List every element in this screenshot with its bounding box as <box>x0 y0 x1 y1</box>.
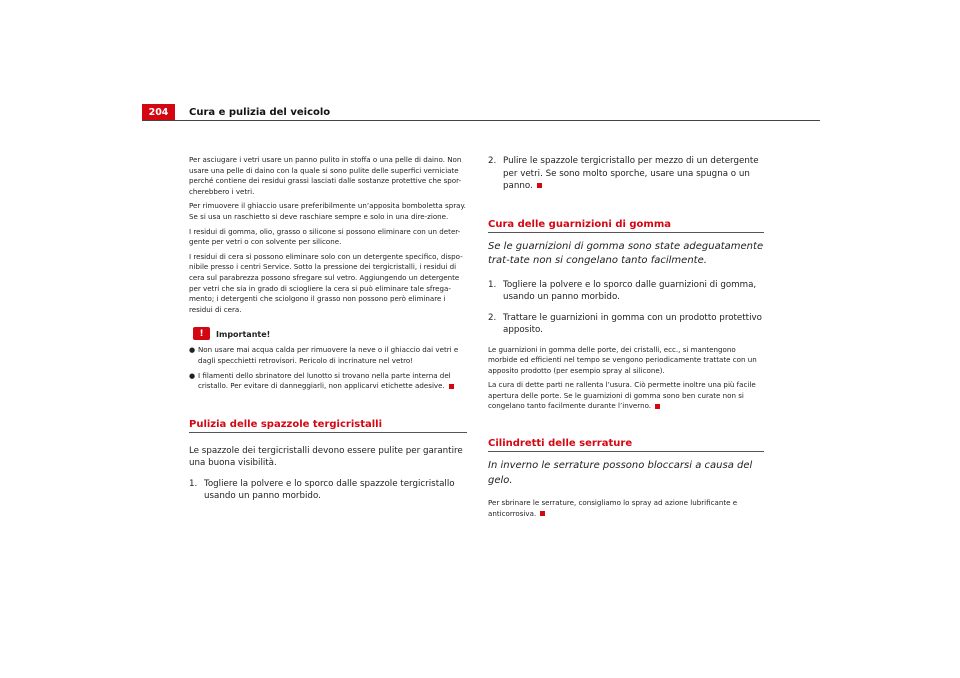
section-intro-italic: Se le guarnizioni di gomma sono state adeguatamente trat-tate non si congelano tanto facilmente. <box>488 240 764 266</box>
important-bullet: ● I filamenti dello sbrinatore del lunotto si trovano nella parte interna del cristallo. Per evitare di danneggiarli, non applicarvi etichette adesive. <box>189 371 467 392</box>
important-bullet: ● Non usare mai acqua calda per rimuovere la neve o il ghiaccio dai vetri e dagli specchietti retrovisori. Pericolo di incrinature nel vetro! <box>189 345 459 365</box>
warning-icon: ! <box>193 327 210 340</box>
section-intro: Le spazzole dei tergicristalli devono essere pulite per garantire una buona visibilità. <box>189 445 463 469</box>
bullet-icon: ● <box>189 371 196 380</box>
step-item: 1. Togliere la polvere e lo sporco dalle spazzole tergicristallo usando un panno morbido. <box>189 478 455 502</box>
section-title-guarnizioni: Cura delle guarnizioni di gomma <box>488 219 764 233</box>
left-column <box>189 155 467 511</box>
right-column <box>488 155 764 523</box>
section-end-icon <box>449 384 454 389</box>
step-item: 2. Pulire le spazzole tergicristallo per mezzo di un detergente per vetri. Se sono molto sporche, usare una spugna o un panno. <box>488 156 759 191</box>
header-rule <box>142 120 820 121</box>
page-number: 204 <box>142 104 175 121</box>
section-end-icon <box>537 183 542 188</box>
section-intro-italic: In inverno le serrature possono bloccarsi a causa del gelo. <box>488 460 753 486</box>
step-item: 2. Trattare le guarnizioni in gomma con un prodotto protettivo apposito. <box>488 312 762 335</box>
important-title: Importante! <box>216 330 271 340</box>
paragraph: I residui di cera si possono eliminare solo con un detergente specifico, dispo-nibile presso i centri Service. Sotto la pressione dei tergicristalli, i residui di cera sul parabrezza possono sfregare sul vetro. Aggiungendo un detergente per vetri che sia in grado di sciogliere la cera si può eliminare tale sfrega-mento; i detergenti che sciolgono il grasso non possono però eliminare i residui di cera. <box>189 251 463 314</box>
section-end-icon <box>655 404 660 409</box>
paragraph: Per rimuovere il ghiaccio usare preferibilmente un’apposita bomboletta spray. Se si usa un raschietto si deve raschiare sempre e solo in una dire-zione. <box>189 201 466 221</box>
paragraph: I residui di gomma, olio, grasso o silicone si possono eliminare con un deter-gente per vetri o con solvente per silicone. <box>189 226 461 247</box>
paragraph: Le guarnizioni in gomma delle porte, dei cristalli, ecc., si mantengono morbide ed efficienti nel tempo se vengono periodicamente trattate con un apposito prodotto (per esempio spray al silicone). <box>488 344 757 375</box>
section-title-spazzole: Pulizia delle spazzole tergicristalli <box>189 419 467 433</box>
section-end-icon <box>540 511 545 516</box>
important-header <box>189 327 467 340</box>
bullet-icon: ● <box>189 346 196 355</box>
step-item: 1. Togliere la polvere e lo sporco dalle guarnizioni di gomma, usando un panno morbido. <box>488 279 757 302</box>
paragraph: Per sbrinare le serrature, consigliamo lo spray ad azione lubrificante e anticorrosiva. <box>488 498 738 518</box>
paragraph: La cura di dette parti ne rallenta l’usura. Ciò permette inoltre una più facile apertura delle porte. Se le guarnizioni di gomma sono ben curate non si congelano tanto facilmente durante l’inverno. <box>488 380 756 411</box>
section-title-serrature: Cilindretti delle serrature <box>488 438 764 452</box>
chapter-title: Cura e pulizia del veicolo <box>189 107 331 118</box>
paragraph: Per asciugare i vetri usare un panno pulito in stoffa o una pelle di daino. Non usare una pelle di daino con la quale si sono pulite delle superfici verniciate perché contiene dei residui grassi lasciati dalle sostanze protettive che spor-cherebbero i vetri. <box>189 155 462 196</box>
